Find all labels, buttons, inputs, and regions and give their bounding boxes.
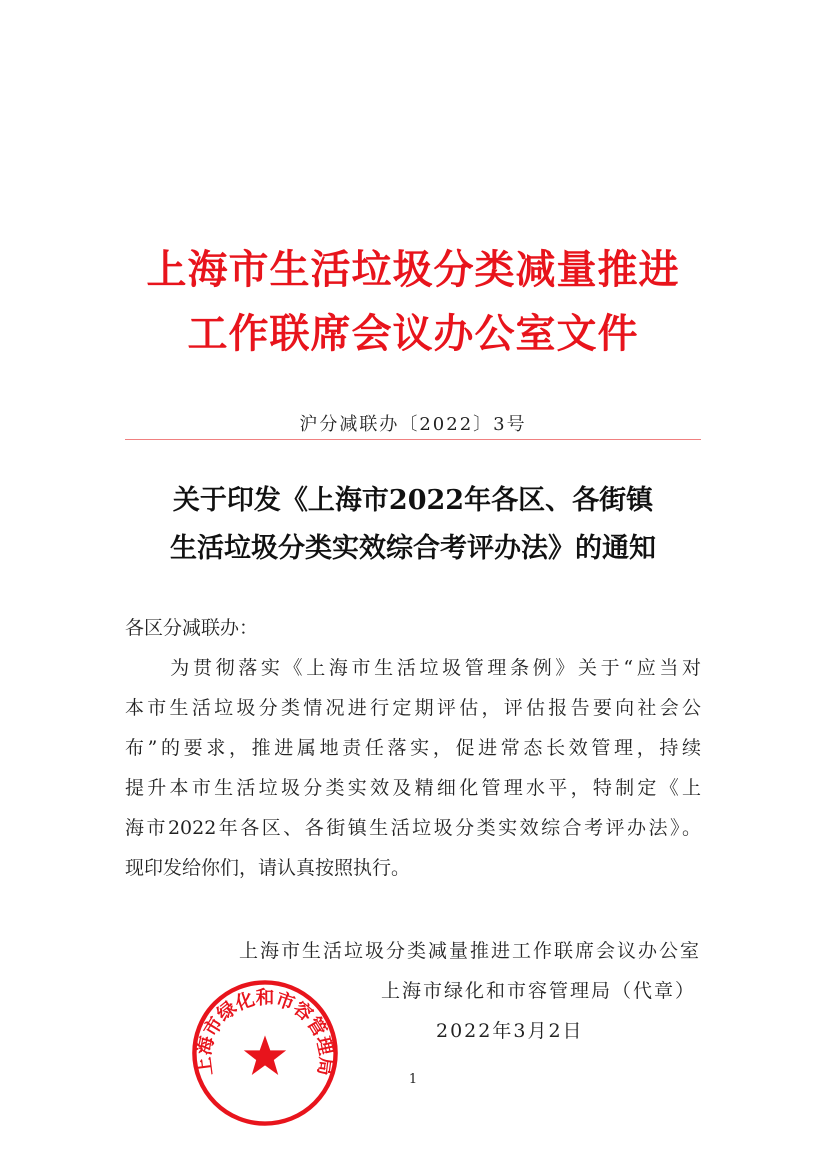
document-number: 沪分减联办〔2022〕3号 xyxy=(299,414,527,435)
red-divider xyxy=(125,439,701,440)
body-line: 本市生活垃圾分类情况进行定期评估，评估报告要向社会公 xyxy=(125,697,701,719)
body-line: 提升本市生活垃圾分类实效及精细化管理水平，特制定《上 xyxy=(125,777,701,799)
body-line: 布”的要求，推进属地责任落实，促进常态长效管理，持续 xyxy=(125,737,701,759)
issuer-1: 上海市生活垃圾分类减量推进工作联席会议办公室 xyxy=(238,940,701,962)
seal-text: 上海市绿化和市容管理局 xyxy=(193,987,337,1077)
body-line: 为贯彻落实《上海市生活垃圾管理条例》关于“应当对 xyxy=(125,657,701,679)
document-title-line-2: 工作联席会议办公室文件 xyxy=(187,310,639,357)
star-icon xyxy=(244,1035,286,1075)
body-line: 现印发给你们，请认真按照执行。 xyxy=(125,857,411,879)
page-number: 1 xyxy=(408,1072,418,1087)
issuer-2: 上海市绿化和市容管理局（代章） xyxy=(380,980,696,1002)
notice-heading-line-2: 生活垃圾分类实效综合考评办法》的通知 xyxy=(170,533,656,564)
official-seal xyxy=(190,978,340,1128)
notice-heading-line-1: 关于印发《上海市2022年各区、各街镇 xyxy=(172,485,654,516)
issue-date: 2022年3月2日 xyxy=(436,1020,584,1042)
salutation: 各区分减联办： xyxy=(125,617,259,639)
body-line: 海市2022年各区、各街镇生活垃圾分类实效综合考评办法》。 xyxy=(125,817,701,839)
document-title-line-1: 上海市生活垃圾分类减量推进 xyxy=(146,246,680,293)
